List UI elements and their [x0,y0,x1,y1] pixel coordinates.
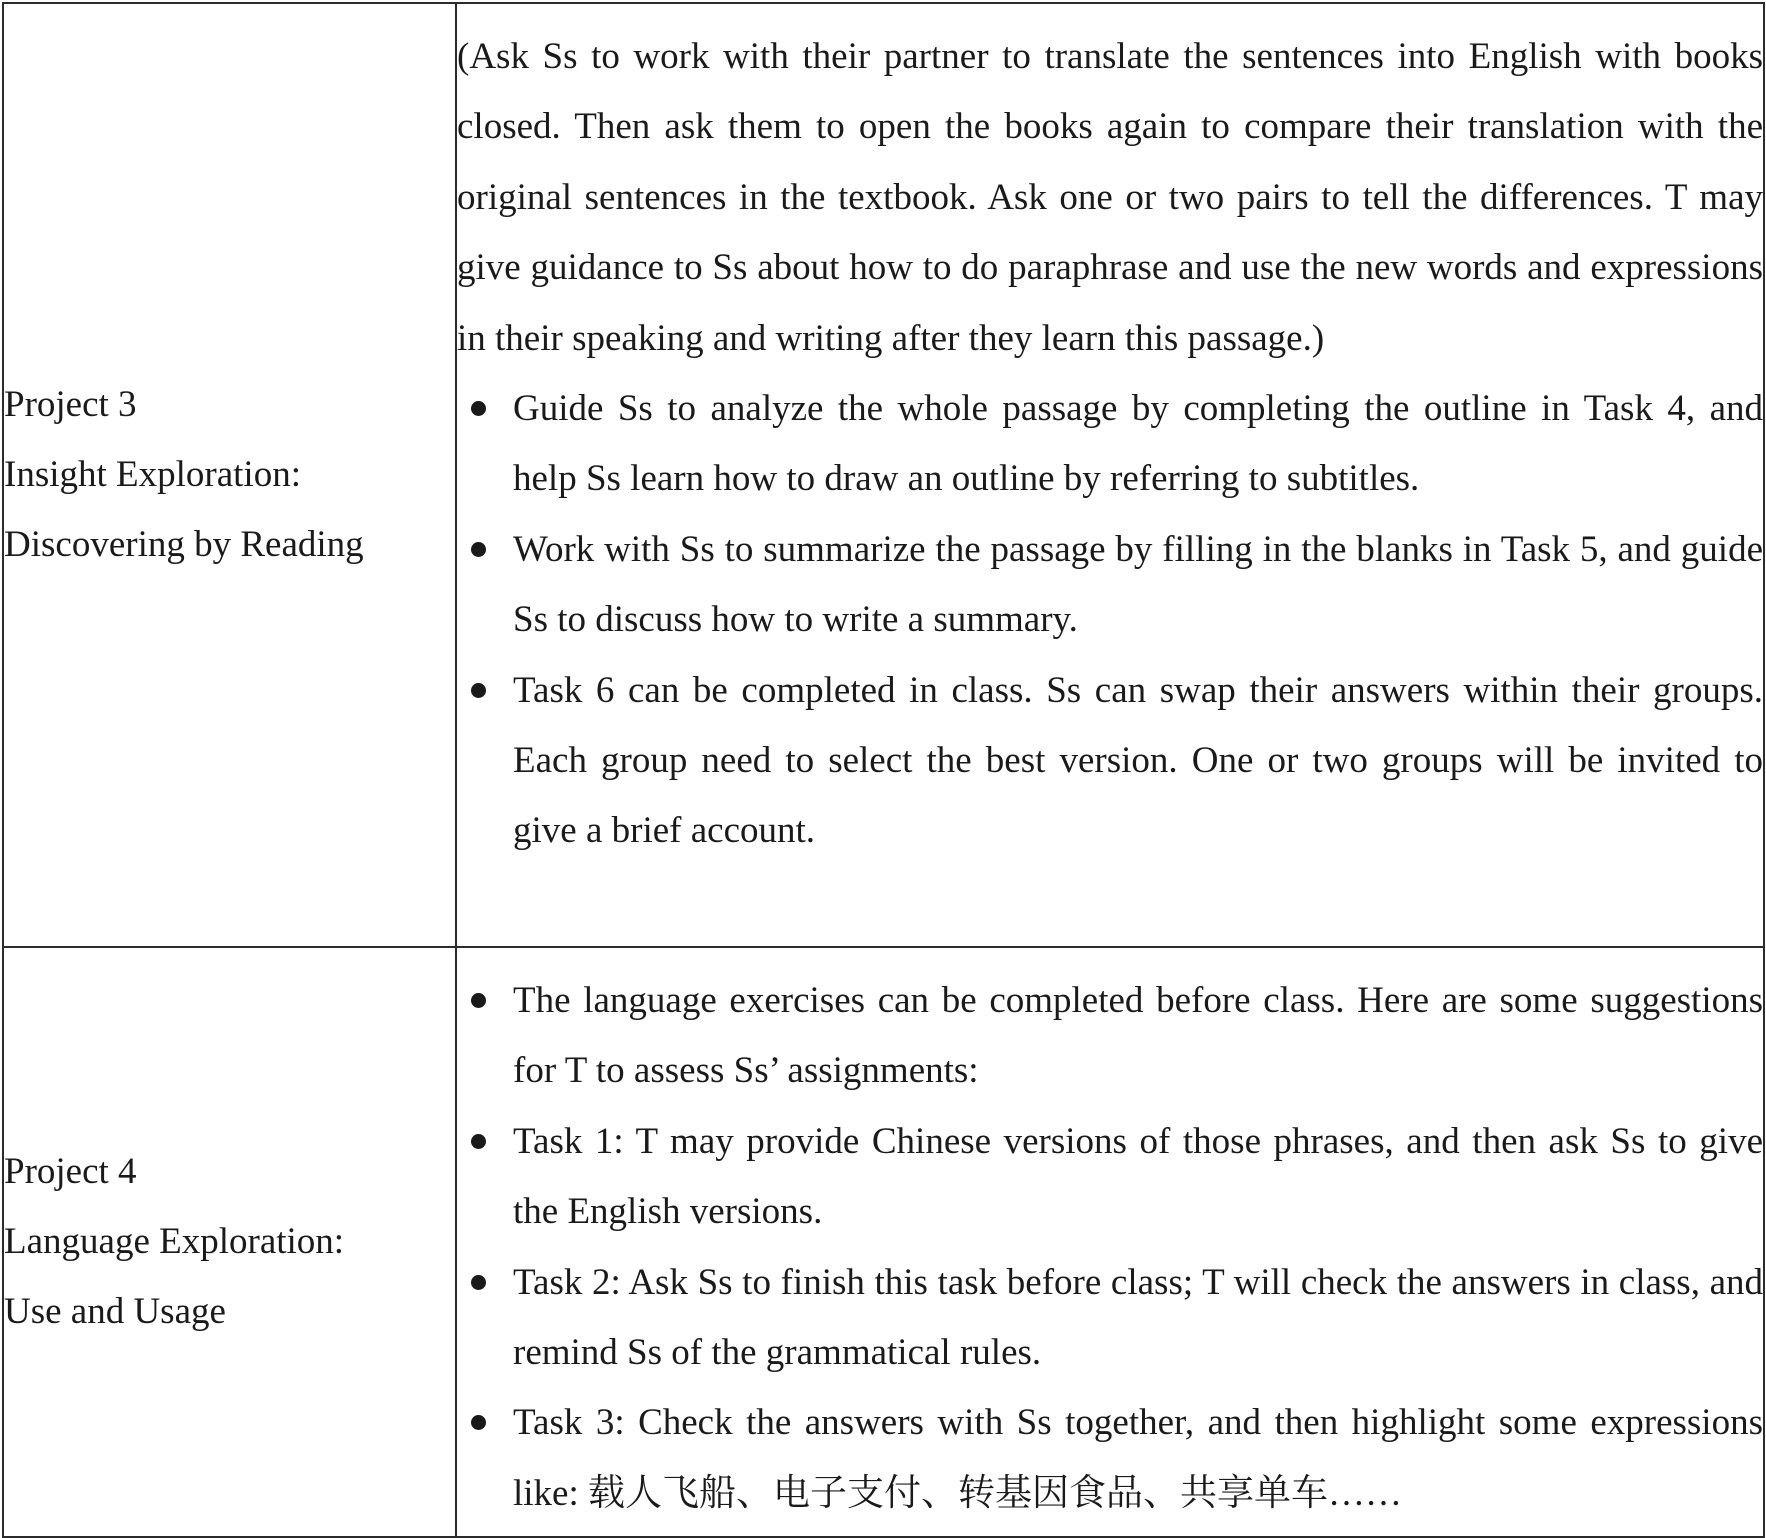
list-item [457,656,1763,867]
bullet-icon [471,401,486,416]
list-item [457,966,1763,1107]
list-item-text: Guide Ss to analyze the whole passage by completing the outline in Task 4, and help Ss learn how to draw an outline by referring to subtitles. [513,388,1763,500]
list-item-text: Task 1: T may provide Chinese versions of those phrases, and then ask Ss to give the English versions. [513,1120,1763,1233]
teaching-plan-table [2,2,1765,1538]
list-item-text: Work with Ss to summarize the passage by filling in the blanks in Task 5, and guide Ss to discuss how to write a summary. [513,528,1763,641]
table-row-project-3 [3,3,1764,947]
list-item [457,374,1763,515]
bullet-icon [471,1415,486,1430]
project-4-content-cell [456,947,1764,1537]
bullet-icon [471,1275,486,1290]
list-item [457,1107,1763,1248]
list-item-text: The language exercises can be completed before class. Here are some suggestions for T to assess Ss’ assignments: [513,980,1763,1092]
project-3-content-cell [456,3,1764,947]
list-item [457,515,1763,656]
project-4-section: Language Exploration: [4,1221,345,1262]
project-3-bullet-list [457,374,1763,867]
table-row-project-4 [3,947,1764,1537]
list-item-text: Task 3: Check the answers with Ss together, and then highlight some expressions like: 载人飞船、电子支付、转基因食品、共享单车…… [513,1402,1763,1514]
project-4-title: Project 4 [4,1151,137,1192]
project-3-label-cell [3,3,456,947]
list-item [457,1388,1763,1529]
list-item-text: Task 2: Ask Ss to finish this task before class; T will check the answers in class, and remind Ss of the grammatical rules. [513,1261,1763,1374]
list-item [457,1248,1763,1389]
bullet-icon [471,993,486,1008]
project-4-subsection: Use and Usage [4,1291,226,1332]
project-3-title: Project 3 [4,384,137,425]
project-3-intro-paragraph: (Ask Ss to work with their partner to translate the sentences into English with books closed. Then ask them to open the books again to compare their translation with the original sentences in the textbook. Ask one or two pairs to tell the differences. T may give guidance to Ss about how to do paraphrase and use the new words and expressions in their speaking and writing after they learn this passage.) [457,36,1763,359]
bullet-icon [471,542,486,557]
project-4-label-cell [3,947,456,1537]
bullet-icon [471,683,486,698]
bullet-icon [471,1134,486,1149]
project-3-section: Insight Exploration: [4,454,301,495]
project-3-subsection: Discovering by Reading [4,524,364,565]
list-item-text: Task 6 can be completed in class. Ss can swap their answers within their groups. Each group need to select the best version. One or two groups will be invited to give a brief account. [513,669,1763,852]
project-4-bullet-list [457,966,1763,1529]
